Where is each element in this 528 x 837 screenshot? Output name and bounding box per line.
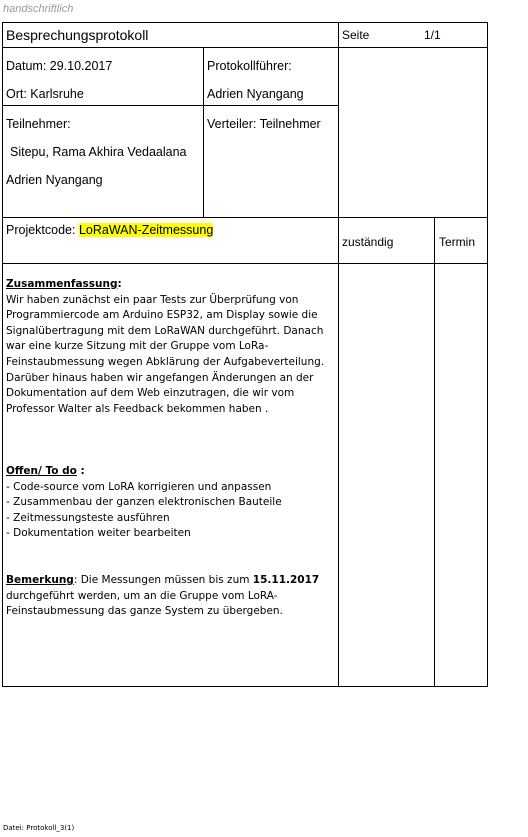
- summary-heading-line: Zusammenfassung:: [6, 278, 122, 290]
- todo-heading: Offen/ To do: [6, 465, 77, 477]
- summary-line: Darüber hinaus haben wir angefangen Änderungen an der: [6, 371, 314, 384]
- minutes-content: [6, 277, 336, 417]
- meeting-date: Datum: 29.10.2017: [6, 59, 113, 73]
- summary-line: Professor Walter als Feedback bekommen haben .: [6, 402, 269, 415]
- summary-line: Signalübertragung mit dem LoRaWAN durchgeführt. Danach: [6, 324, 324, 337]
- page-label: Seite: [342, 28, 370, 42]
- handwritten-label: handschriftlich: [3, 3, 74, 15]
- date-header: Termin: [439, 235, 476, 249]
- remark-line-1: Bemerkung: Die Messungen müssen bis zum 15.11.2017: [6, 574, 320, 586]
- file-footer: Datei: Protokoll_3(1): [3, 824, 75, 832]
- summary-line: Feinstaubmessung wegen Abklärung der Aufgabeverteilung.: [6, 355, 325, 368]
- summary-line: Wir haben zunächst ein paar Tests zur Überprüfung von: [6, 293, 299, 306]
- project-code-label: Projektcode:: [6, 223, 79, 237]
- todo-section: [6, 464, 336, 542]
- summary-line: Programmiercode am Arduino ESP32, am Display sowie die: [6, 309, 318, 322]
- page-value: 1/1: [424, 28, 441, 42]
- todo-item: - Zusammenbau der ganzen elektronischen Bauteile: [6, 496, 282, 509]
- summary-line: war eine kurze Sitzung mit der Gruppe vom LoRa-: [6, 340, 269, 353]
- project-code-value: LoRaWAN-Zeitmessung: [78, 223, 214, 237]
- responsible-header: zuständig: [342, 235, 394, 249]
- minute-taker-name: Adrien Nyangang: [207, 87, 304, 101]
- participant-1: Sitepu, Rama Akhira Vedaalana: [10, 145, 187, 159]
- remark-date: 15.11.2017: [252, 574, 320, 586]
- todo-item: - Dokumentation weiter bearbeiten: [6, 527, 191, 540]
- remark-line: durchgeführt werden, um an die Gruppe vom LoRA-: [6, 589, 278, 602]
- remark-section: [6, 573, 336, 620]
- project-code: [6, 223, 213, 237]
- document-title: Besprechungsprotokoll: [6, 27, 149, 43]
- summary-heading: Zusammenfassung: [6, 278, 118, 290]
- participants-label: Teilnehmer:: [6, 117, 71, 131]
- right-blank-cell: [338, 47, 488, 218]
- todo-heading-line: Offen/ To do :: [6, 465, 85, 477]
- distribution-list: Verteiler: Teilnehmer: [207, 117, 321, 131]
- date-column-cell: [434, 263, 488, 687]
- todo-item: - Zeitmessungsteste ausführen: [6, 511, 170, 524]
- participant-2: Adrien Nyangang: [6, 173, 103, 187]
- minute-taker-label: Protokollführer:: [207, 59, 292, 73]
- summary-line: Dokumentation auf dem Web einzutragen, die wir vom: [6, 387, 295, 400]
- meeting-location: Ort: Karlsruhe: [6, 87, 84, 101]
- todo-item: - Code-source vom LoRA korrigieren und anpassen: [6, 480, 272, 493]
- responsible-column-cell: [338, 263, 435, 687]
- remark-heading: Bemerkung: [6, 574, 74, 586]
- remark-line: Feinstaubmessung das ganze System zu übergeben.: [6, 605, 283, 618]
